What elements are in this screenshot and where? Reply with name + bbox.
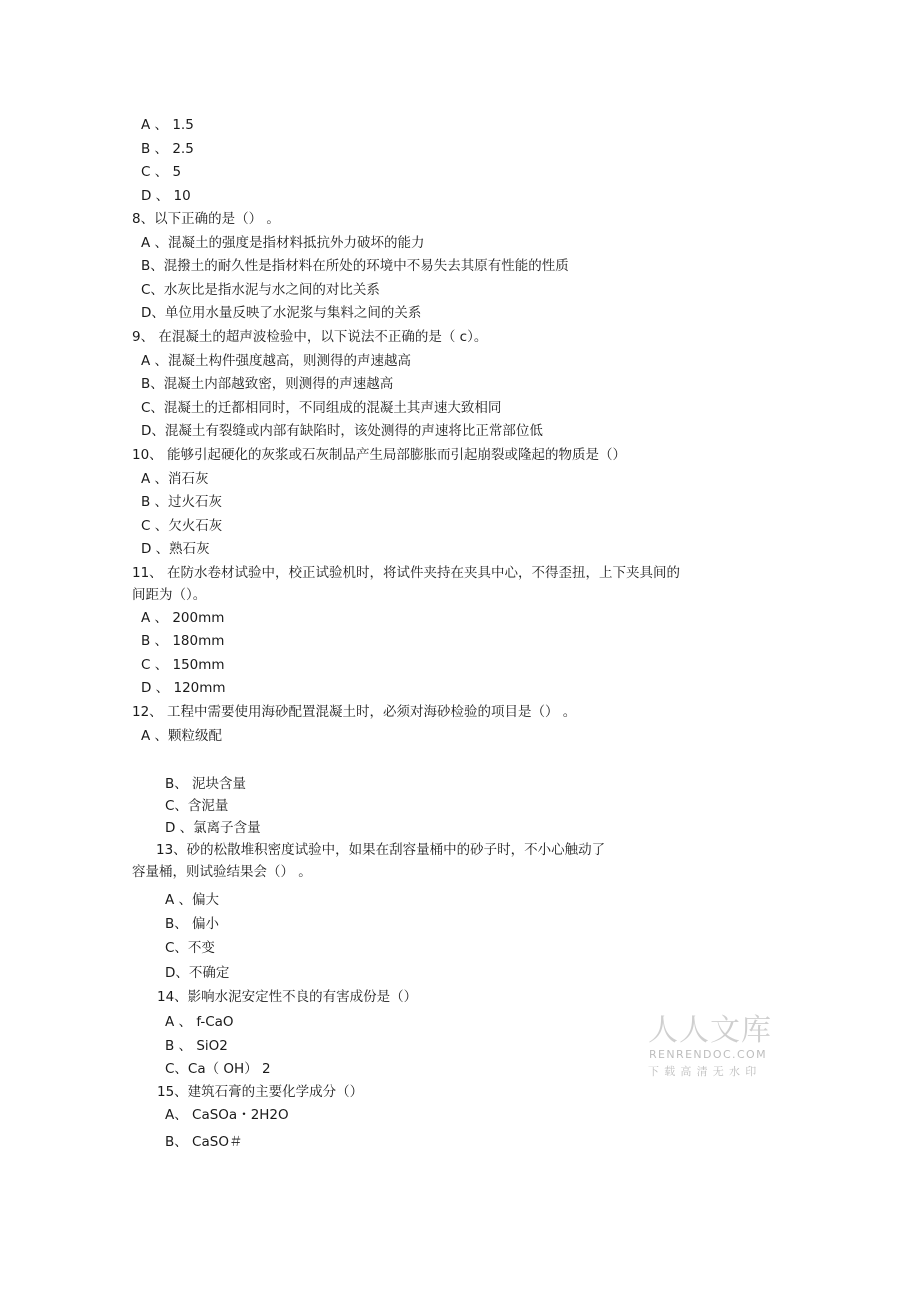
q15-option-b: B、 CaSO＃: [165, 1134, 243, 1150]
q8-stem: 8、以下正确的是（） 。: [132, 211, 280, 227]
q7-option-a: A 、 1.5: [141, 117, 194, 133]
q14-stem: 14、影响水泥安定性不良的有害成份是（）: [157, 989, 418, 1005]
q11-stem-line2: 间距为（）。: [132, 587, 207, 603]
q8-option-a: A 、混凝土的强度是指材料抵抗外力破坏的能力: [141, 235, 425, 251]
q11-option-c: C 、 150mm: [141, 657, 225, 673]
q13-stem-line1: 13、砂的松散堆积密度试验中，如果在刮容量桶中的砂子时，不小心触动了: [156, 842, 606, 858]
q12-option-c: C、含泥量: [165, 798, 229, 814]
q10-option-a: A 、消石灰: [141, 471, 209, 487]
q12-option-b: B、 泥块含量: [165, 776, 247, 792]
q11-option-a: A 、 200mm: [141, 610, 225, 626]
q7-option-b: B 、 2.5: [141, 141, 194, 157]
q10-option-d: D 、熟石灰: [141, 541, 210, 557]
q10-option-b: B 、过火石灰: [141, 494, 223, 510]
q11-stem-line1: 11、 在防水卷材试验中，校正试验机时，将试件夹持在夹具中心，不得歪扭，上下夹具间的: [132, 565, 680, 581]
q14-option-a: A 、 f-CaO: [165, 1014, 234, 1030]
q12-option-a: A 、颗粒级配: [141, 728, 223, 744]
q9-option-b: B、混凝土内部越致密，则测得的声速越高: [141, 376, 394, 392]
q12-option-d: D 、氯离子含量: [165, 820, 261, 836]
q8-option-b: B、混撥土的耐久性是指材料在所处的环境中不易失去其原有性能的性质: [141, 258, 569, 274]
watermark-domain: RENRENDOC.COM: [649, 1048, 767, 1061]
q11-option-b: B 、 180mm: [141, 633, 225, 649]
q11-option-d: D 、 120mm: [141, 680, 226, 696]
q14-option-b: B 、 SiO2: [165, 1038, 228, 1054]
q8-option-d: D、单位用水量反映了水泥浆与集料之间的关系: [141, 305, 422, 321]
watermark-title: 人人文库: [648, 1013, 772, 1048]
q13-option-b: B、 偏小: [165, 916, 220, 932]
q7-option-d: D 、 10: [141, 188, 191, 204]
q8-option-c: C、水灰比是指水泥与水之间的对比关系: [141, 282, 380, 298]
q13-stem-line2: 容量桶，则试验结果会（） 。: [132, 864, 312, 880]
q9-option-d: D、混凝土有裂缝或内部有缺陷时，该处测得的声速将比正常部位低: [141, 423, 543, 439]
q15-stem: 15、建筑石膏的主要化学成分（）: [157, 1084, 364, 1100]
q13-option-c: C、不变: [165, 940, 215, 956]
q7-option-c: C 、 5: [141, 164, 182, 180]
q13-option-d: D、不确定: [165, 965, 230, 981]
q9-option-c: C、混凝土的迁都相同时，不同组成的混凝土其声速大致相同: [141, 400, 502, 416]
q9-stem: 9、 在混凝土的超声波检验中，以下说法不正确的是（ c）。: [132, 329, 488, 345]
q12-stem: 12、 工程中需要使用海砂配置混凝土时，必须对海砂检验的项目是（） 。: [132, 704, 577, 720]
q13-option-a: A 、偏大: [165, 892, 220, 908]
q10-option-c: C 、欠火石灰: [141, 518, 223, 534]
q9-option-a: A 、混凝土构件强度越高，则测得的声速越高: [141, 353, 412, 369]
q15-option-a: A、 CaSOa・2H2O: [165, 1107, 289, 1123]
watermark-slogan: 下载高清无水印: [648, 1065, 762, 1078]
q10-stem: 10、 能够引起硬化的灰浆或石灰制品产生局部膨胀而引起崩裂或隆起的物质是（）: [132, 447, 626, 463]
q14-option-c: C、Ca（ OH） 2: [165, 1061, 271, 1077]
